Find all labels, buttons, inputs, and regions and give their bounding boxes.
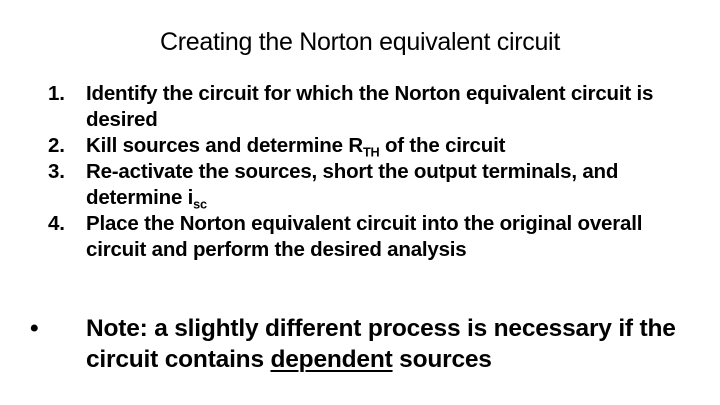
step-text [86,160,619,212]
step-text-start: Kill sources and determine R [86,134,363,157]
bullet-icon: • [30,315,39,342]
step-text [86,134,506,160]
slide-title: Creating the Norton equivalent circuit [160,28,560,56]
note-text-end: sources [392,346,492,373]
step-text-end: of the circuit [379,134,506,157]
step-item-1 [48,81,688,133]
step-item-3 [48,159,688,211]
step-text: Place the Norton equivalent circuit into the original overall circuit and perform the desired analysis [86,212,643,261]
note-text-start: Note: a slightly different process is necessary if the circuit contains [86,315,676,373]
step-item-2 [48,133,688,159]
note-emphasis-dependent: dependent [270,346,393,373]
subscript-sc: sc [193,196,207,212]
subscript-th: TH [362,144,380,160]
note-bullet-item [30,313,700,375]
step-number: 4. [48,212,65,235]
step-item-4 [48,211,688,263]
step-text: Identify the circuit for which the Norton equivalent circuit is desired [86,82,654,131]
step-number: 1. [48,82,65,105]
steps-list [48,81,688,263]
step-number: 2. [48,134,65,157]
step-text-start: Re-activate the sources, short the output terminals, and determine i [86,160,619,209]
step-number: 3. [48,160,65,183]
